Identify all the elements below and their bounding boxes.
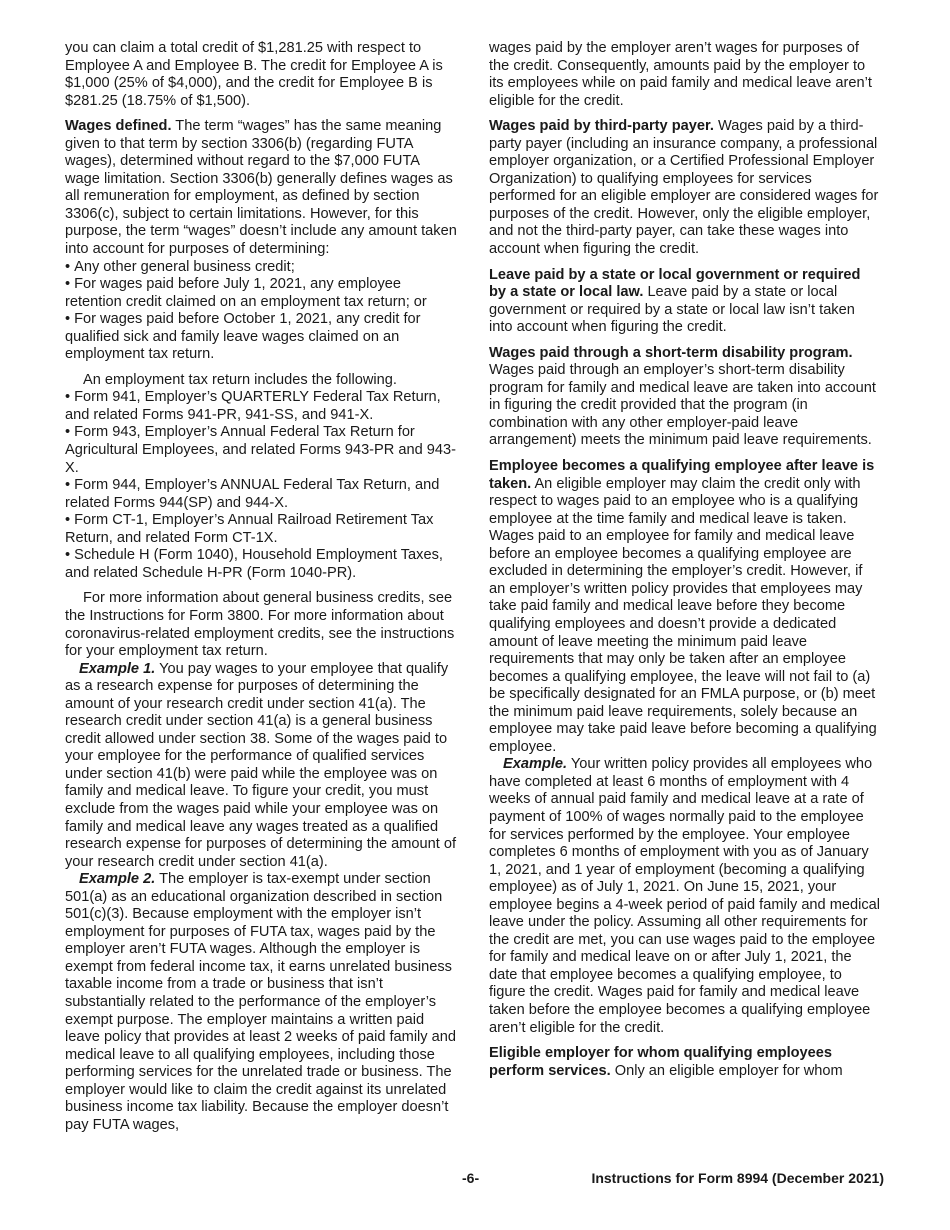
state-leave-paragraph: [489, 267, 881, 337]
list-item: • Form 943, Employer’s Annual Federal Tax Return for Agricultural Employees, and related Forms 943-PR and 943-X.: [65, 424, 456, 476]
example-1-text: You pay wages to your employee that qualify as a research expense for purposes of determining the amount of your research credit under section 41(a). The research credit under section 41(a) is a general business credit allowed under section 38. Some of the wages paid to your employee for the performance of qualified services under section 41(b) were paid while the employee was on family and medical leave. To figure your credit, you must exclude from the wages paid while your employee was on family and medical leave any wages treated as a qualified research expense for purposes of determining the amount of your research credit under section 41(a).: [65, 660, 457, 870]
eligible-employer-text: Only an eligible employer for whom: [614, 1062, 843, 1079]
state-leave-heading: Leave paid by a state or local government or required by a state or local law.: [489, 266, 861, 301]
short-term-disability-heading: Wages paid through a short-term disability program.: [489, 344, 853, 361]
list-item: • For wages paid before October 1, 2021, any credit for qualified sick and family leave wages claimed on an employment tax return.: [65, 311, 421, 363]
short-term-disability-text: Wages paid through an employer’s short-term disability program for family and medical leave are taken into account in figuring the credit provided that the program (in combination with any other employer-paid leave arrangement) meets the minimum paid leave requirements.: [489, 362, 876, 449]
example-1-label: Example 1.: [79, 660, 156, 677]
list-item: • Schedule H (Form 1040), Household Employment Taxes, and related Schedule H-PR (Form 1040-PR).: [65, 547, 443, 581]
list-item: • For wages paid before July 1, 2021, any employee retention credit claimed on an employment tax return; or: [65, 276, 427, 310]
example-text: Your written policy provides all employees who have completed at least 6 months of employment with 4 weeks of annual paid family and medical leave at a rate of payment of 100% of wages normally paid to the employee for services performed by the employee. Your employee completes 6 months of employment with you as of January 1, 2021, and 1 year of employment (becoming a qualifying employee) as of July 1, 2021. On June 15, 2021, your employee begins a 4-week period of paid family and medical leave under the policy. Assuming all other requirements for the credit are met, you can use wages paid to the employee for family and medical leave on or after July 1, 2021, the date that employee becomes a qualifying employee, to figure the credit. Wages paid for family and medical leave taken before the employee becomes a qualifying employee aren’t eligible for the credit.: [489, 756, 881, 1036]
left-column: [65, 40, 457, 1134]
bullet-icon: •: [65, 276, 71, 293]
example-1-paragraph: [65, 661, 457, 872]
bullet-icon: •: [65, 547, 71, 564]
example-2-label: Example 2.: [79, 871, 156, 888]
list-item: • Any other general business credit;: [65, 258, 295, 275]
example-paragraph: [489, 756, 881, 1037]
right-column: [489, 40, 881, 1080]
example-label: Example.: [503, 756, 568, 773]
page-number: -6-: [462, 1170, 480, 1186]
list-item: • Form CT-1, Employer’s Annual Railroad Retirement Tax Return, and related Form CT-1X.: [65, 512, 434, 546]
footer-title: Instructions for Form 8994 (December 2021): [591, 1170, 884, 1186]
bullet-icon: •: [65, 477, 71, 494]
qualifying-after-leave-heading: Employee becomes a qualifying employee after leave is taken.: [489, 458, 875, 492]
state-leave-text: Leave paid by a state or local government or required by a state or local law isn’t taken into account when figuring the credit.: [489, 284, 855, 336]
bullet-icon: •: [65, 258, 71, 275]
third-party-text: Wages paid by a third-party payer (including an insurance company, a professional employer organization, or a Certified Professional Employer Organization) to qualifying employees for services performed for an eligible employer are considered wages for purposes of the credit. However, only the eligible employer, and not the third-party payer, can take these wages into account when figuring the credit.: [489, 118, 879, 258]
eligible-employer-heading: Eligible employer for whom qualifying employees perform services.: [489, 1045, 833, 1079]
employment-return-list: [65, 389, 457, 582]
wages-defined-text: The term “wages” has the same meaning given to that term by section 3306(b) (regarding FUTA wages), determined without regard to the $7,000 FUTA wage limitation. Section 3306(b) generally defines wages as all remuneration for employment, as defined by section 3306(c), subject to certain limitations. However, for this purpose, the term “wages” doesn’t include any amount taken into account for purposes of determining:: [65, 118, 457, 258]
example-2-text: The employer is tax-exempt under section 501(a) as an educational organization described in section 501(c)(3). Because employment with the employer isn’t employment for purposes of FUTA tax, wages paid by the employer aren’t FUTA wages. Although the employer is exempt from federal income tax, it earns unrelated business taxable income from a trade or business that isn’t substantially related to the performance of the employer’s exempt purpose. The employer maintains a written paid leave policy that provides at least 2 weeks of paid family and medical leave to all qualifying employees, including those performing services for the unrelated trade or business. The employer would like to claim the credit against its unrelated business income tax liability. Because the employer doesn’t pay FUTA wages,: [65, 871, 457, 1133]
bullet-icon: •: [65, 311, 71, 328]
bullet-icon: •: [65, 389, 71, 406]
carryover-paragraph: you can claim a total credit of $1,281.25 with respect to Employee A and Employee B. The credit for Employee A is $1,000 (25% of $4,000), and the credit for Employee B is $281.25 (18.75% of $1,500).: [65, 40, 443, 109]
wages-defined-paragraph: [65, 118, 457, 258]
third-party-paragraph: [489, 118, 881, 258]
third-party-heading: Wages paid by third-party payer.: [489, 118, 714, 135]
wages-defined-heading: Wages defined.: [65, 118, 172, 135]
eligible-employer-paragraph: [489, 1045, 881, 1080]
list-item: • Form 944, Employer’s ANNUAL Federal Tax Return, and related Forms 944(SP) and 944-X.: [65, 477, 440, 511]
example-2-paragraph: [65, 871, 457, 1134]
employment-return-intro: An employment tax return includes the following.: [83, 371, 397, 388]
carryover-paragraph: wages paid by the employer aren’t wages for purposes of the credit. Consequently, amounts paid by the employer to its employees while on paid family and medical leave aren’t eligible for the credit.: [489, 40, 872, 109]
list-item: • Form 941, Employer’s QUARTERLY Federal Tax Return, and related Forms 941-PR, 941-SS, and 941-X.: [65, 389, 441, 423]
bullet-icon: •: [65, 512, 71, 529]
determining-list: [65, 259, 457, 364]
more-info-paragraph: For more information about general business credits, see the Instructions for Form 3800. For more information about coronavirus-related employment credits, see the instructions for your employment tax return.: [65, 590, 455, 660]
qualifying-after-leave-text: An eligible employer may claim the credit only with respect to wages paid to an employee who is a qualifying employee at the time family and medical leave is taken. Wages paid to an employee for family and medical leave before an employee becomes a qualifying employee are excluded in determining the employer’s credit. However, if an employer’s written policy provides that employees may take paid family and medical leave before they become qualifying employees and doesn’t provide a dedicated amount of leave meeting the minimum paid leave requirements that may only be taken after an employee becomes a qualifying employee, the leave will not fail to (a) be specifically designated for an FMLA purpose, or (b) meet the minimum paid leave requirements, solely because an employee may take paid leave before becoming a qualifying employee.: [489, 475, 877, 755]
bullet-icon: •: [65, 424, 71, 441]
short-term-disability-paragraph: [489, 345, 881, 450]
qualifying-after-leave-paragraph: [489, 458, 881, 756]
